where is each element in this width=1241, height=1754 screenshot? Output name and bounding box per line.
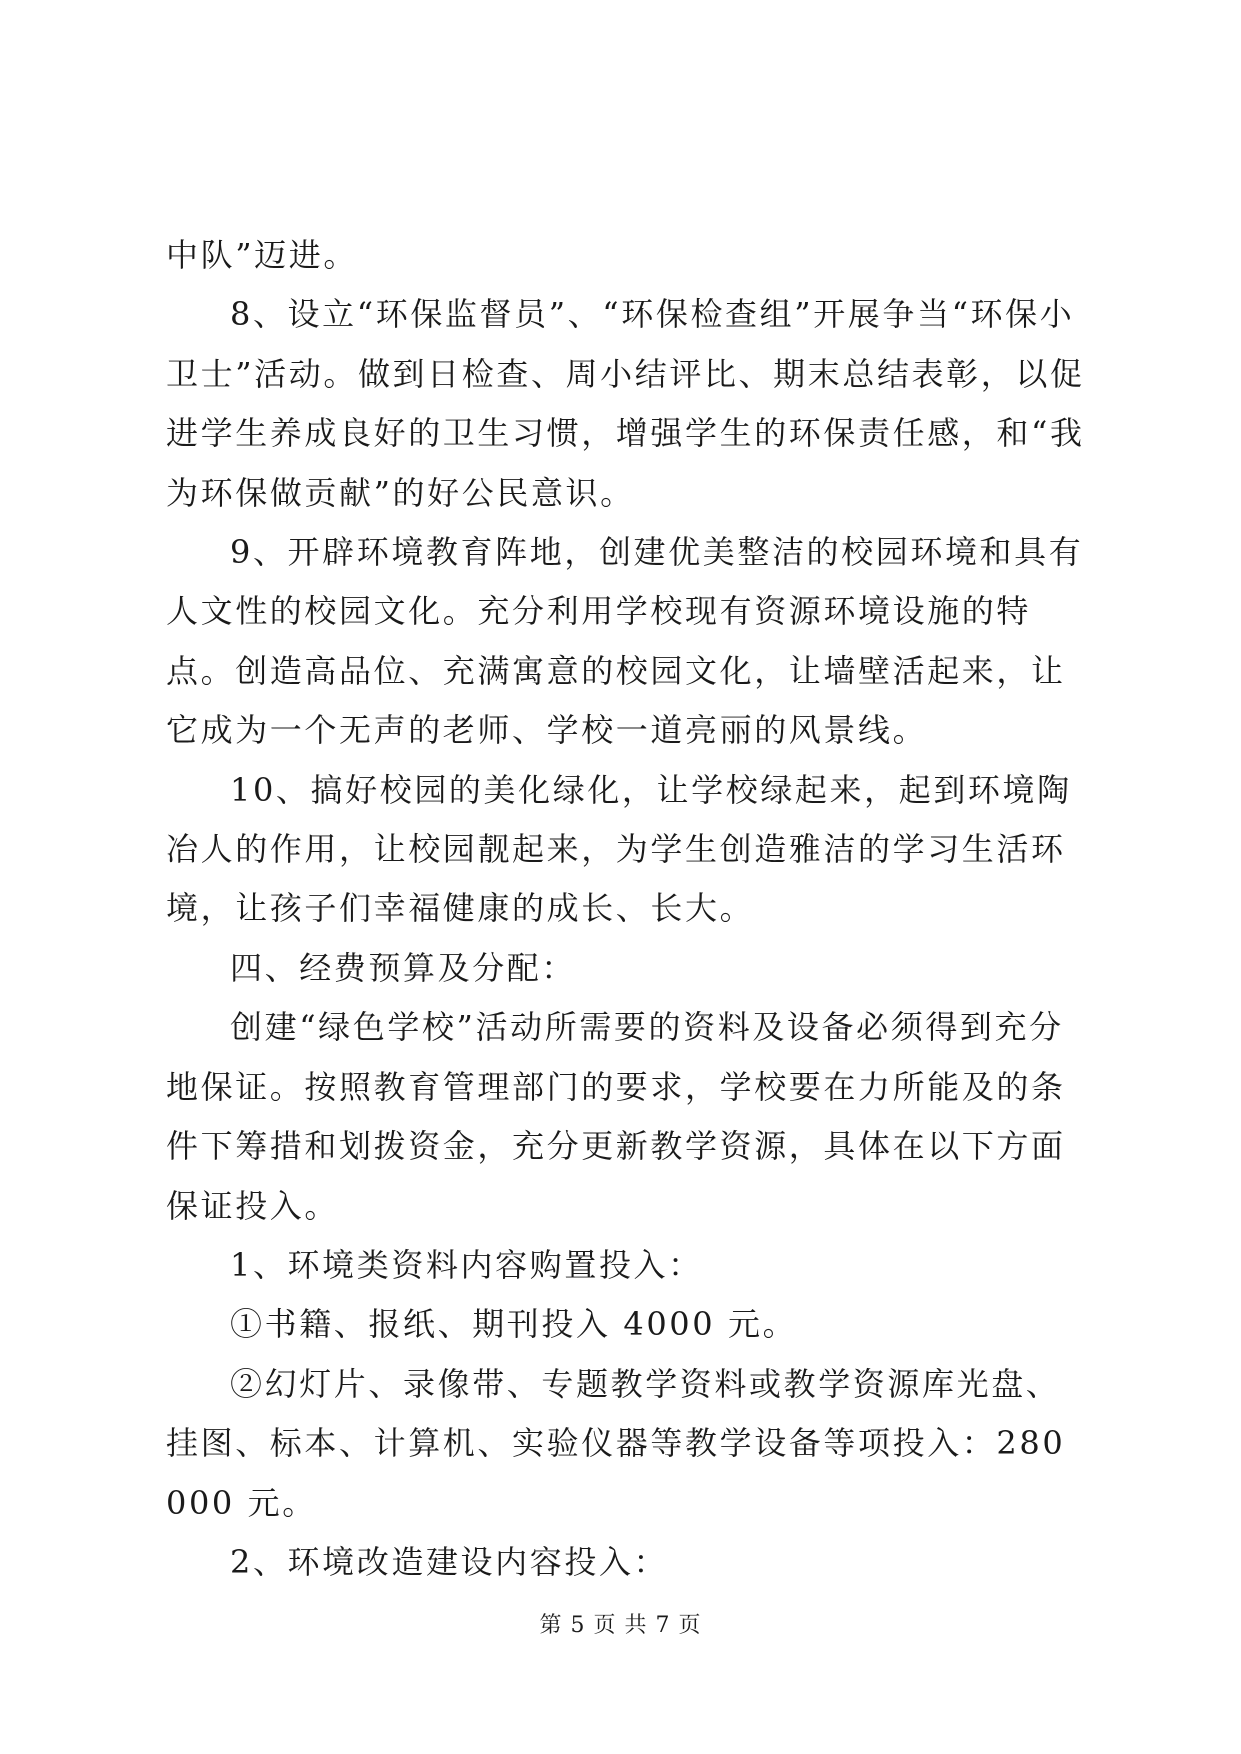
paragraph-continued: 中队”迈进。: [166, 236, 358, 274]
paragraph-item-10: 10、搞好校园的美化绿化，让学校绿起来，起到环境陶冶人的作用，让校园靓起来，为学生创造雅洁的学习生活环境，让孩子们幸福健康的成长、长大。: [166, 770, 1072, 928]
paragraph-budget-2: 2、环境改造建设内容投入：: [230, 1542, 669, 1581]
paragraph-budget-1a: ①书籍、报纸、期刊投入 4000 元。: [230, 1305, 798, 1344]
paragraph-budget-1: 1、环境类资料内容购置投入：: [230, 1245, 703, 1284]
paragraph-budget-intro: 创建“绿色学校”活动所需要的资料及设备必须得到充分地保证。按照教育管理部门的要求，学校要在力所能及的条件下筹措和划拨资金，充分更新教学资源，具体在以下方面保证投入。: [166, 1008, 1066, 1225]
body-text: [166, 226, 1086, 1592]
paragraph-item-9: 9、开辟环境教育阵地，创建优美整洁的校园环境和具有人文性的校园文化。充分利用学校现有资源环境设施的特点。创造高品位、充满寓意的校园文化，让墙壁活起来，让它成为一个无声的老师、学校一道亮丽的风景线。: [166, 533, 1084, 750]
paragraph-item-8: 8、设立“环保监督员”、“环保检查组”开展争当“环保小卫士”活动。做到日检查、周小结评比、期末总结表彰，以促进学生养成良好的卫生习惯，增强学生的环保责任感，和“我为环保做贡献”的好公民意识。: [166, 295, 1085, 512]
section-heading-budget: 四、经费预算及分配：: [230, 948, 577, 987]
paragraph-budget-1b: ②幻灯片、录像带、专题教学资料或教学资源库光盘、挂图、标本、计算机、实验仪器等教学设备等项投入：280000 元。: [166, 1364, 1066, 1522]
page-footer: 第 5 页 共 7 页: [539, 1613, 702, 1638]
